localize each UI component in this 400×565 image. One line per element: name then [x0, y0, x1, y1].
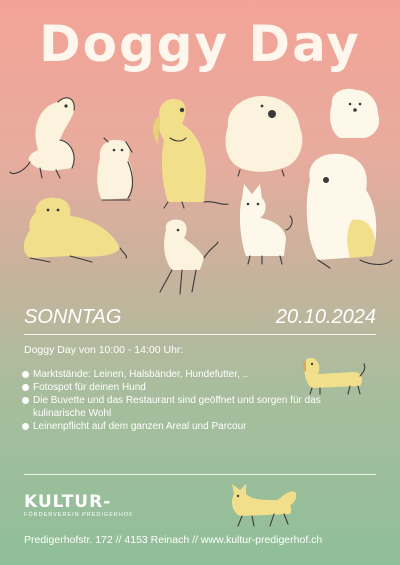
dog-illustrations [0, 80, 400, 300]
logo-sub: FÖRDERVEREIN PREDIGERHOF [24, 512, 134, 518]
dachshund-illustration [298, 354, 368, 396]
dog-illustration-sitting-greyhound [10, 98, 74, 178]
divider-bottom [24, 474, 376, 475]
divider-top [24, 334, 376, 335]
fox-dog-illustration [224, 480, 300, 530]
poster-title: Doggy Day [39, 15, 361, 73]
logo-main: KULTUR- [24, 492, 112, 512]
dog-illustration-lying-golden [24, 198, 127, 262]
date-row [24, 306, 376, 334]
list-item: Marktstände: Leinen, Halsbänder, Hundefutter, .. [22, 368, 342, 381]
dog-illustration-small-sitting [97, 138, 132, 200]
dog-illustration-hound [153, 99, 228, 208]
list-item: Die Buvette und das Restaurant sind geöffnet und sorgen für das kulinarische Wohl [22, 394, 342, 420]
info-list [22, 368, 342, 433]
list-item: Fotospot für deinen Hund [22, 381, 342, 394]
dog-illustration-standing [160, 219, 218, 294]
dog-illustration-corgi [240, 184, 292, 264]
dog-illustration-bichon [330, 89, 379, 138]
dog-illustration-fluffy [226, 96, 303, 176]
dog-illustration-sheepdog [307, 154, 392, 268]
event-day: SONNTAG [24, 306, 122, 328]
kultur-logo [24, 493, 133, 519]
event-date: 20.10.2024 [275, 306, 376, 328]
event-time: Doggy Day von 10:00 - 14:00 Uhr: [24, 344, 184, 356]
list-item: Leinenpflicht auf dem ganzen Areal und Parcour [22, 420, 342, 433]
footer-address: Predigerhofstr. 172 // 4153 Reinach // www.kultur-predigerhof.ch [24, 534, 323, 546]
